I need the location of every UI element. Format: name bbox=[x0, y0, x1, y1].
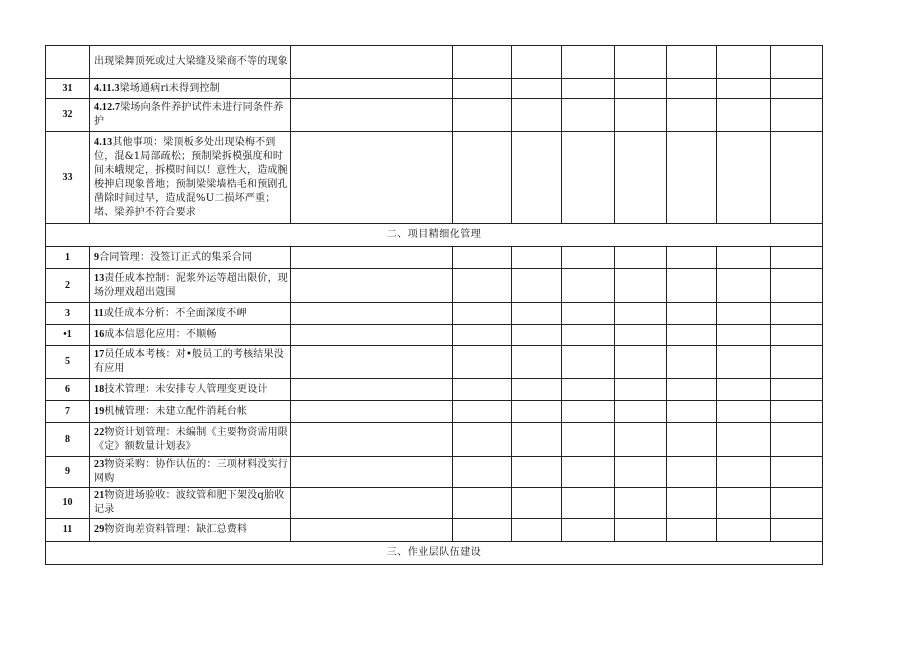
empty-cell bbox=[453, 401, 512, 423]
row-number: 11 bbox=[46, 519, 90, 542]
item-description bbox=[90, 519, 291, 542]
empty-cell bbox=[453, 488, 512, 519]
table-row bbox=[46, 99, 823, 132]
empty-cell bbox=[667, 401, 717, 423]
empty-cell bbox=[615, 247, 667, 269]
item-text: 机械管理：未建立配件消耗台帐 bbox=[104, 405, 248, 417]
empty-cell bbox=[291, 379, 453, 401]
empty-cell bbox=[291, 346, 453, 379]
item-description bbox=[90, 346, 291, 379]
item-code: 19 bbox=[94, 405, 105, 417]
empty-cell bbox=[717, 423, 771, 457]
empty-cell bbox=[667, 457, 717, 488]
inspection-table bbox=[45, 45, 823, 565]
item-description bbox=[90, 488, 291, 519]
item-text: 或任成本分析：不全面深度不岬 bbox=[103, 307, 247, 319]
empty-cell bbox=[453, 46, 512, 79]
section-title: 二、项目精细化管理 bbox=[46, 224, 823, 247]
item-text: 责任成本控制：泥浆外运等超出限价，现场汾理戏超出蔻围 bbox=[94, 272, 289, 298]
empty-cell bbox=[453, 247, 512, 269]
item-code: 18 bbox=[94, 383, 105, 395]
table-row bbox=[46, 132, 823, 224]
empty-cell bbox=[667, 423, 717, 457]
empty-cell bbox=[771, 99, 823, 132]
item-code: 13 bbox=[94, 272, 105, 284]
empty-cell bbox=[453, 379, 512, 401]
table-row bbox=[46, 303, 823, 325]
empty-cell bbox=[562, 488, 615, 519]
empty-cell bbox=[771, 325, 823, 346]
empty-cell bbox=[453, 457, 512, 488]
empty-cell bbox=[717, 247, 771, 269]
item-text: 成本信恩化应用：不顺畅 bbox=[104, 329, 217, 340]
empty-cell bbox=[562, 457, 615, 488]
empty-cell bbox=[562, 269, 615, 303]
item-description bbox=[90, 132, 291, 224]
empty-cell bbox=[562, 79, 615, 99]
item-text: 其他事项：梁顶板多处出现染梅不到位，混&1局部疏松；预制梁拆模强度和时间未峨规定，拆模时间以！意性大，造成腕梭抻启现象普地；预制梁梁墙梏毛和预剧孔凿除时间过早，造成混%U二损坏严重；堵、梁养护不符合要求 bbox=[94, 136, 288, 218]
item-code: 4.13 bbox=[94, 136, 113, 148]
item-text: 合同管理：没签订正式的集采合同 bbox=[99, 251, 253, 263]
item-description bbox=[90, 79, 291, 99]
item-code: 4.11.3 bbox=[94, 82, 120, 94]
empty-cell bbox=[512, 79, 562, 99]
empty-cell bbox=[615, 79, 667, 99]
empty-cell bbox=[562, 303, 615, 325]
empty-cell bbox=[771, 247, 823, 269]
row-number: 33 bbox=[46, 132, 90, 224]
item-description bbox=[90, 46, 291, 79]
empty-cell bbox=[512, 247, 562, 269]
empty-cell bbox=[717, 379, 771, 401]
empty-cell bbox=[512, 269, 562, 303]
row-number: 5 bbox=[46, 346, 90, 379]
item-text: 物资计划管理：未编制《主要物资需用限《定》额数量计划表》 bbox=[94, 426, 289, 452]
row-number: •1 bbox=[46, 325, 90, 346]
empty-cell bbox=[512, 401, 562, 423]
item-description bbox=[90, 325, 291, 346]
empty-cell bbox=[667, 46, 717, 79]
empty-cell bbox=[453, 99, 512, 132]
row-number: 7 bbox=[46, 401, 90, 423]
table-row bbox=[46, 457, 823, 488]
item-text: 技术管理：未安排专人管理变更设计 bbox=[104, 383, 268, 395]
empty-cell bbox=[562, 46, 615, 79]
empty-cell bbox=[291, 457, 453, 488]
empty-cell bbox=[615, 457, 667, 488]
empty-cell bbox=[717, 79, 771, 99]
empty-cell bbox=[291, 79, 453, 99]
item-code: 17 bbox=[94, 349, 105, 360]
item-description bbox=[90, 423, 291, 457]
empty-cell bbox=[667, 346, 717, 379]
empty-cell bbox=[717, 325, 771, 346]
table-row bbox=[46, 79, 823, 99]
row-number: 10 bbox=[46, 488, 90, 519]
empty-cell bbox=[771, 303, 823, 325]
empty-cell bbox=[771, 379, 823, 401]
empty-cell bbox=[667, 269, 717, 303]
empty-cell bbox=[512, 457, 562, 488]
empty-cell bbox=[562, 519, 615, 542]
item-code: 11 bbox=[94, 307, 104, 319]
row-number: 9 bbox=[46, 457, 90, 488]
table-row bbox=[46, 346, 823, 379]
item-description bbox=[90, 457, 291, 488]
empty-cell bbox=[615, 303, 667, 325]
empty-cell bbox=[771, 46, 823, 79]
item-code: 4.12.7 bbox=[94, 102, 121, 113]
table-row bbox=[46, 488, 823, 519]
table-row bbox=[46, 519, 823, 542]
empty-cell bbox=[512, 132, 562, 224]
empty-cell bbox=[667, 247, 717, 269]
empty-cell bbox=[562, 247, 615, 269]
empty-cell bbox=[615, 401, 667, 423]
empty-cell bbox=[717, 346, 771, 379]
row-number: 3 bbox=[46, 303, 90, 325]
item-code: 9 bbox=[94, 251, 100, 263]
item-description bbox=[90, 247, 291, 269]
empty-cell bbox=[453, 303, 512, 325]
empty-cell bbox=[291, 488, 453, 519]
empty-cell bbox=[615, 423, 667, 457]
empty-cell bbox=[615, 99, 667, 132]
row-number: 31 bbox=[46, 79, 90, 99]
empty-cell bbox=[717, 132, 771, 224]
empty-cell bbox=[615, 46, 667, 79]
empty-cell bbox=[291, 401, 453, 423]
empty-cell bbox=[512, 519, 562, 542]
empty-cell bbox=[717, 457, 771, 488]
item-text: 物资询差资料管理：缺汇总费料 bbox=[104, 524, 248, 535]
empty-cell bbox=[512, 346, 562, 379]
table-row bbox=[46, 325, 823, 346]
empty-cell bbox=[717, 488, 771, 519]
item-text: 出现梁舞顶死或过大梁缝及梁商不等的现象 bbox=[94, 56, 288, 67]
empty-cell bbox=[771, 401, 823, 423]
empty-cell bbox=[615, 379, 667, 401]
item-description bbox=[90, 401, 291, 423]
table-row bbox=[46, 46, 823, 79]
table-row bbox=[46, 269, 823, 303]
empty-cell bbox=[615, 346, 667, 379]
item-description bbox=[90, 303, 291, 325]
empty-cell bbox=[562, 132, 615, 224]
empty-cell bbox=[771, 269, 823, 303]
row-number: 1 bbox=[46, 247, 90, 269]
item-text: 梁场向条件养护试件未进行同条件养护 bbox=[94, 102, 284, 127]
empty-cell bbox=[291, 247, 453, 269]
row-number: 6 bbox=[46, 379, 90, 401]
empty-cell bbox=[771, 132, 823, 224]
empty-cell bbox=[512, 325, 562, 346]
empty-cell bbox=[717, 519, 771, 542]
item-code: 23 bbox=[94, 459, 105, 470]
empty-cell bbox=[512, 379, 562, 401]
item-code: 22 bbox=[94, 426, 105, 438]
section-title: 三、作业层队伍建设 bbox=[46, 542, 823, 565]
empty-cell bbox=[771, 488, 823, 519]
empty-cell bbox=[562, 379, 615, 401]
item-text: 梁场通病ri未得到控制 bbox=[119, 82, 220, 94]
empty-cell bbox=[291, 132, 453, 224]
empty-cell bbox=[717, 46, 771, 79]
row-number: 2 bbox=[46, 269, 90, 303]
empty-cell bbox=[771, 423, 823, 457]
empty-cell bbox=[453, 132, 512, 224]
empty-cell bbox=[771, 519, 823, 542]
row-number: 32 bbox=[46, 99, 90, 132]
table-row bbox=[46, 423, 823, 457]
row-number bbox=[46, 46, 90, 79]
empty-cell bbox=[562, 99, 615, 132]
empty-cell bbox=[512, 423, 562, 457]
item-description bbox=[90, 99, 291, 132]
empty-cell bbox=[667, 519, 717, 542]
empty-cell bbox=[667, 79, 717, 99]
empty-cell bbox=[771, 79, 823, 99]
empty-cell bbox=[453, 79, 512, 99]
empty-cell bbox=[512, 46, 562, 79]
empty-cell bbox=[291, 99, 453, 132]
empty-cell bbox=[667, 488, 717, 519]
empty-cell bbox=[562, 346, 615, 379]
empty-cell bbox=[453, 346, 512, 379]
item-text: 物资采购：协作认伍的：三项材料没实行网购 bbox=[94, 459, 289, 484]
item-code: 29 bbox=[94, 524, 105, 535]
empty-cell bbox=[291, 269, 453, 303]
empty-cell bbox=[562, 325, 615, 346]
empty-cell bbox=[771, 346, 823, 379]
empty-cell bbox=[667, 132, 717, 224]
empty-cell bbox=[615, 488, 667, 519]
empty-cell bbox=[615, 325, 667, 346]
empty-cell bbox=[291, 423, 453, 457]
empty-cell bbox=[453, 269, 512, 303]
empty-cell bbox=[512, 303, 562, 325]
empty-cell bbox=[667, 379, 717, 401]
empty-cell bbox=[615, 132, 667, 224]
empty-cell bbox=[717, 401, 771, 423]
empty-cell bbox=[562, 401, 615, 423]
item-text: 物资进场验收：波纹管和肥下架没q胎收记录 bbox=[94, 490, 285, 515]
table-row bbox=[46, 247, 823, 269]
empty-cell bbox=[512, 99, 562, 132]
empty-cell bbox=[453, 423, 512, 457]
empty-cell bbox=[667, 99, 717, 132]
empty-cell bbox=[562, 423, 615, 457]
item-description bbox=[90, 269, 291, 303]
empty-cell bbox=[717, 269, 771, 303]
table-row bbox=[46, 401, 823, 423]
item-code: 21 bbox=[94, 490, 105, 501]
empty-cell bbox=[615, 269, 667, 303]
empty-cell bbox=[667, 303, 717, 325]
row-number: 8 bbox=[46, 423, 90, 457]
empty-cell bbox=[615, 519, 667, 542]
empty-cell bbox=[717, 303, 771, 325]
empty-cell bbox=[291, 519, 453, 542]
empty-cell bbox=[717, 99, 771, 132]
empty-cell bbox=[291, 46, 453, 79]
empty-cell bbox=[291, 303, 453, 325]
empty-cell bbox=[512, 488, 562, 519]
table-row bbox=[46, 379, 823, 401]
item-description bbox=[90, 379, 291, 401]
item-code: 16 bbox=[94, 329, 105, 340]
empty-cell bbox=[453, 519, 512, 542]
empty-cell bbox=[291, 325, 453, 346]
empty-cell bbox=[771, 457, 823, 488]
empty-cell bbox=[453, 325, 512, 346]
section-row bbox=[46, 224, 823, 247]
section-row bbox=[46, 542, 823, 565]
empty-cell bbox=[667, 325, 717, 346]
item-text: 员任成本考核：对•般员工的考核结果没有应用 bbox=[94, 349, 284, 374]
